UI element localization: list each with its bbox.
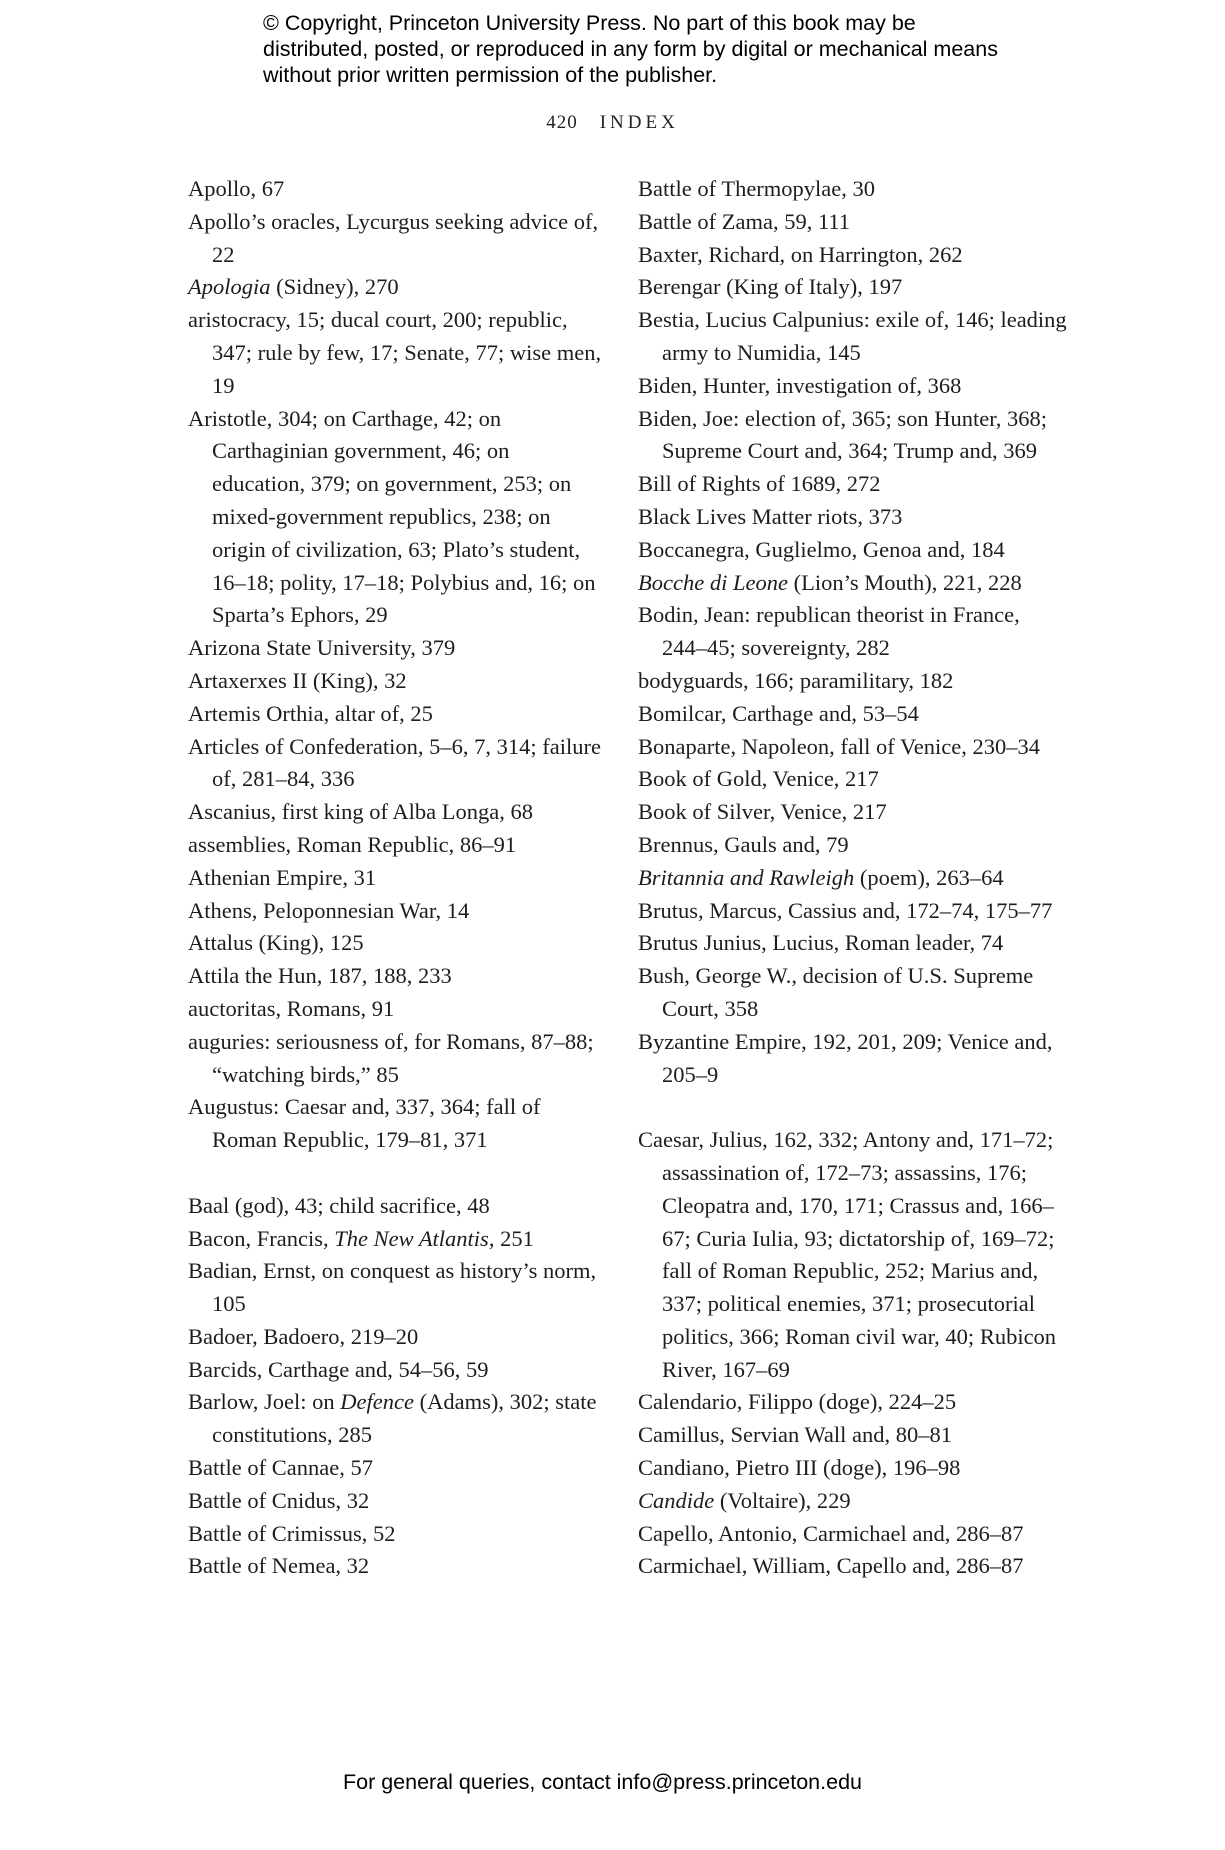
index-entry-text: , 251	[488, 1225, 534, 1251]
index-entry-text: (Adams), 302; state constitutions, 285	[212, 1389, 597, 1448]
index-entry-text: Calendario, Filippo (doge), 224–25	[638, 1389, 957, 1415]
index-entry-text: Athens, Peloponnesian War, 14	[188, 897, 470, 923]
index-entry	[188, 895, 608, 928]
index-entry-text: Biden, Hunter, investigation of, 368	[638, 372, 962, 398]
index-entry	[188, 731, 608, 797]
index-entry-text: Byzantine Empire, 192, 201, 209; Venice and, 205–9	[638, 1028, 1053, 1087]
index-entry	[638, 173, 1068, 206]
index-entry-text: Articles of Confederation, 5–6, 7, 314; failure of, 281–84, 336	[188, 733, 602, 792]
index-entry	[638, 665, 1068, 698]
index-entry-text: Ascanius, first king of Alba Longa, 68	[188, 799, 533, 825]
index-entry-text: auguries: seriousness of, for Romans, 87–88; “watching birds,” 85	[188, 1028, 594, 1087]
index-entry	[188, 1190, 608, 1223]
index-entry	[638, 1452, 1068, 1485]
letter-group-gap	[188, 1157, 608, 1190]
index-entry-text: Augustus: Caesar and, 337, 364; fall of Roman Republic, 179–81, 371	[188, 1094, 541, 1153]
index-entry-text: Attalus (King), 125	[188, 930, 364, 956]
index-entry	[188, 698, 608, 731]
index-entry-text: Barlow, Joel: on	[188, 1389, 341, 1415]
index-entry-text: (Sidney), 270	[270, 274, 399, 300]
index-entry-text: Battle of Cnidus, 32	[188, 1487, 370, 1513]
index-entry-text: bodyguards, 166; paramilitary, 182	[638, 667, 954, 693]
index-entry-text: Battle of Crimissus, 52	[188, 1520, 396, 1546]
index-entry-text: Camillus, Servian Wall and, 80–81	[638, 1422, 952, 1448]
index-entry-text: Bestia, Lucius Calpunius: exile of, 146; leading army to Numidia, 145	[638, 307, 1067, 365]
index-entry-title: Apologia	[188, 274, 271, 300]
index-entry-text: Athenian Empire, 31	[188, 864, 377, 890]
index-entry-text: Brutus, Marcus, Cassius and, 172–74, 175–77	[638, 897, 1053, 923]
running-head	[0, 112, 1225, 134]
index-entry	[638, 1485, 1068, 1518]
index-entry-text: Barcids, Carthage and, 54–56, 59	[188, 1356, 489, 1382]
index-entry	[188, 1386, 608, 1452]
index-entry	[638, 796, 1068, 829]
index-entry	[188, 632, 608, 665]
index-entry-text: Bush, George W., decision of U.S. Supreme Court, 358	[638, 963, 1034, 1021]
index-entry-text: Book of Silver, Venice, 217	[638, 799, 887, 825]
index-entry-text: Artaxerxes II (King), 32	[188, 667, 407, 693]
index-entry	[638, 370, 1068, 403]
index-entry	[638, 1026, 1068, 1092]
index-entry	[188, 271, 608, 304]
index-entry	[638, 599, 1068, 665]
index-entry-text: Baxter, Richard, on Harrington, 262	[638, 241, 963, 267]
index-entry	[638, 1419, 1068, 1452]
index-entry	[188, 1354, 608, 1387]
index-entry-text: Battle of Thermopylae, 30	[638, 176, 876, 201]
page-number: 420	[546, 112, 578, 133]
index-entry	[188, 1452, 608, 1485]
index-entry	[188, 993, 608, 1026]
index-entry-title: The New Atlantis	[334, 1225, 489, 1251]
index-entry-text: assemblies, Roman Republic, 86–91	[188, 831, 517, 857]
index-entry	[188, 829, 608, 862]
index-entry	[188, 862, 608, 895]
index-entry-text: Aristotle, 304; on Carthage, 42; on Carthaginian government, 46; on education, 379; on government, 253; on mixed-government republics, 238; on origin of civilization, 63; Plato’s student, 16–18; polity, 17–18; Polybius and, 16; on Sparta’s Ephors, 29	[188, 405, 596, 628]
index-entry-title: Defence	[340, 1389, 414, 1415]
index-entry-text: Brutus Junius, Lucius, Roman leader, 74	[638, 930, 1004, 956]
index-entry-text: Attila the Hun, 187, 188, 233	[188, 963, 452, 989]
index-entry	[638, 567, 1068, 600]
index-entry	[188, 1255, 608, 1321]
index-entry-text: Bacon, Francis,	[188, 1225, 335, 1251]
index-entry-title: Candide	[638, 1487, 715, 1513]
index-entry	[188, 796, 608, 829]
index-entry	[188, 960, 608, 993]
index-entry-text: Apollo’s oracles, Lycurgus seeking advice of, 22	[188, 208, 599, 267]
index-entry-text: Caesar, Julius, 162, 332; Antony and, 171–72; assassination of, 172–73; assassins, 176; Cleopatra and, 170, 171; Crassus and, 166–67; Curia Iulia, 93; dictatorship of, 169–72; fall of Roman Republic, 252; Marius and, 337; political enemies, 371; prosecutorial politics, 366; Roman civil war, 40; Rubicon River, 167–69	[638, 1127, 1057, 1382]
index-entry-text: Berengar (King of Italy), 197	[638, 274, 903, 300]
index-entry	[638, 895, 1068, 928]
index-entry	[638, 403, 1068, 469]
index-entry	[638, 763, 1068, 796]
footer-contact: For general queries, contact info@press.princeton.edu	[342, 1770, 862, 1794]
index-entry-text: (poem), 263–64	[854, 864, 1004, 890]
index-entry-text: Apollo, 67	[188, 176, 285, 201]
index-entry-text: Baal (god), 43; child sacrifice, 48	[188, 1192, 490, 1218]
index-column-right	[638, 173, 1068, 1583]
index-entry	[188, 1485, 608, 1518]
index-entry-text: Battle of Zama, 59, 111	[638, 208, 851, 234]
index-entry-text: Bomilcar, Carthage and, 53–54	[638, 700, 919, 726]
index-entry	[188, 1223, 608, 1256]
index-entry	[638, 468, 1068, 501]
index-entry	[638, 1550, 1068, 1583]
index-entry	[188, 1550, 608, 1583]
index-entry-text: Arizona State University, 379	[188, 635, 456, 661]
index-entry	[638, 829, 1068, 862]
index-entry-text: Artemis Orthia, altar of, 25	[188, 700, 433, 726]
index-entry-text: Bonaparte, Napoleon, fall of Venice, 230–34	[638, 733, 1040, 759]
index-entry	[188, 206, 608, 272]
index-entry-text: (Voltaire), 229	[714, 1487, 851, 1513]
index-entry	[638, 698, 1068, 731]
index-entry-text: Bodin, Jean: republican theorist in France, 244–45; sovereignty, 282	[638, 602, 1020, 661]
index-entry	[188, 403, 608, 633]
index-entry	[638, 1386, 1068, 1419]
index-column-left	[188, 173, 608, 1583]
index-entry	[188, 665, 608, 698]
index-entry	[638, 304, 1068, 370]
index-entry	[638, 1124, 1068, 1386]
index-entry-text: Boccanegra, Guglielmo, Genoa and, 184	[638, 536, 1005, 562]
index-entry-text: Capello, Antonio, Carmichael and, 286–87	[638, 1520, 1024, 1546]
index-entry-text: Battle of Cannae, 57	[188, 1455, 373, 1481]
index-entry-text: Candiano, Pietro III (doge), 196–98	[638, 1455, 961, 1481]
index-entry-text: Bill of Rights of 1689, 272	[638, 471, 881, 497]
index-entry-text: auctoritas, Romans, 91	[188, 995, 395, 1021]
index-entry	[188, 304, 608, 402]
index-entry	[188, 1321, 608, 1354]
index-entry	[638, 862, 1068, 895]
section-title: INDEX	[599, 112, 679, 133]
index-entry-title: Britannia and Rawleigh	[638, 864, 855, 890]
index-entry	[638, 731, 1068, 764]
letter-group-gap	[638, 1091, 1068, 1124]
index-entry	[188, 173, 608, 206]
index-entry-text: Battle of Nemea, 32	[188, 1553, 370, 1579]
index-entry-title: Bocche di Leone	[638, 569, 788, 595]
index-entry	[188, 1091, 608, 1157]
index-entry-text: (Lion’s Mouth), 221, 228	[787, 569, 1022, 595]
index-entry-text: Carmichael, William, Capello and, 286–87	[638, 1553, 1024, 1579]
index-entry-text: aristocracy, 15; ducal court, 200; republic, 347; rule by few, 17; Senate, 77; wise men, 19	[188, 307, 602, 398]
index-entry	[638, 960, 1068, 1026]
index-entry-text: Badian, Ernst, on conquest as history’s norm, 105	[188, 1258, 597, 1317]
index-entry	[638, 206, 1068, 239]
index-entry	[638, 927, 1068, 960]
index-entry	[188, 1026, 608, 1092]
index-entry	[638, 1518, 1068, 1551]
index-entry-text: Brennus, Gauls and, 79	[638, 831, 849, 857]
index-entry	[638, 271, 1068, 304]
index-entry	[188, 1518, 608, 1551]
copyright-notice: © Copyright, Princeton University Press. No part of this book may be distributed, posted, or reproduced in any form by digital or mechanical means without prior written permission of the publisher.	[263, 11, 998, 87]
index-entry-text: Book of Gold, Venice, 217	[638, 766, 879, 792]
index-entry	[638, 239, 1068, 272]
index-entry	[638, 534, 1068, 567]
index-entry-text: Biden, Joe: election of, 365; son Hunter, 368; Supreme Court and, 364; Trump and, 369	[638, 405, 1048, 464]
index-entry	[188, 927, 608, 960]
index-entry-text: Badoer, Badoero, 219–20	[188, 1323, 419, 1349]
index-entry-text: Black Lives Matter riots, 373	[638, 503, 903, 529]
index-entry	[638, 501, 1068, 534]
